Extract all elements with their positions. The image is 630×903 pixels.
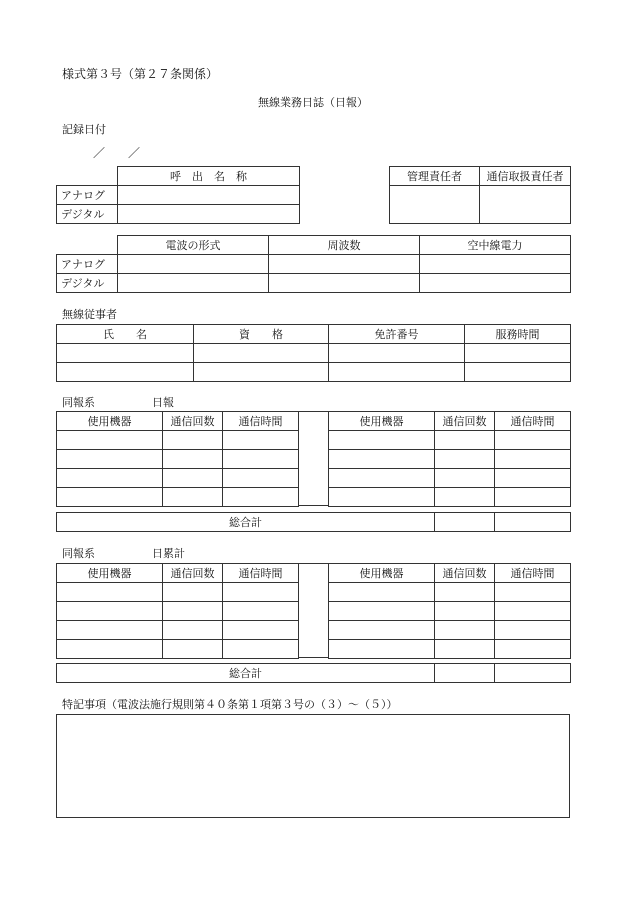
cumulative-total-label: 総合計 xyxy=(57,664,435,683)
radio-cell[interactable] xyxy=(420,255,571,274)
cumulative-cell[interactable] xyxy=(495,602,571,621)
cumulative-cell[interactable] xyxy=(57,602,163,621)
cumulative-cell[interactable] xyxy=(223,583,299,602)
daily-label: 同報系 xyxy=(62,396,95,409)
cumulative-cell[interactable] xyxy=(223,640,299,659)
comm-manager-seal-field[interactable] xyxy=(480,186,571,224)
cumulative-cell[interactable] xyxy=(163,602,223,621)
daily-total-label: 総合計 xyxy=(57,513,435,532)
manager-seal-field[interactable] xyxy=(390,186,480,224)
qualification-header: 資 格 xyxy=(194,325,329,344)
radio-table xyxy=(56,235,571,293)
operator-cell[interactable] xyxy=(465,344,571,363)
duty-time-header: 服務時間 xyxy=(465,325,571,344)
antenna-power-header: 空中線電力 xyxy=(420,236,571,255)
time-header: 通信時間 xyxy=(223,564,299,583)
time-header: 通信時間 xyxy=(495,412,571,431)
page-title: 無線業務日誌（日報） xyxy=(258,96,368,109)
cumulative-left-table xyxy=(56,563,299,659)
time-header: 通信時間 xyxy=(495,564,571,583)
radio-row-label: アナログ xyxy=(57,255,118,274)
form-number: 様式第３号（第２７条関係） xyxy=(62,67,219,81)
operators-label: 無線従事者 xyxy=(62,308,117,321)
cumulative-cell[interactable] xyxy=(435,640,495,659)
responsible-table xyxy=(389,166,571,224)
daily-cell[interactable] xyxy=(57,431,163,450)
time-header: 通信時間 xyxy=(223,412,299,431)
daily-cell[interactable] xyxy=(435,450,495,469)
daily-cell[interactable] xyxy=(57,450,163,469)
daily-cell[interactable] xyxy=(223,488,299,507)
daily-cell[interactable] xyxy=(57,488,163,507)
callsign-input[interactable] xyxy=(118,186,300,205)
operators-table xyxy=(56,324,571,382)
operator-cell[interactable] xyxy=(465,363,571,382)
daily-cell[interactable] xyxy=(329,431,435,450)
callsign-header: 呼 出 名 称 xyxy=(118,167,300,186)
daily-left-table xyxy=(56,411,299,507)
cumulative-cell[interactable] xyxy=(435,602,495,621)
cumulative-cell[interactable] xyxy=(329,602,435,621)
radio-cell[interactable] xyxy=(118,274,269,293)
cumulative-cell[interactable] xyxy=(57,621,163,640)
radio-cell[interactable] xyxy=(420,274,571,293)
daily-cell[interactable] xyxy=(163,431,223,450)
radio-corner xyxy=(57,236,118,255)
frequency-header: 周波数 xyxy=(269,236,420,255)
daily-cell[interactable] xyxy=(435,469,495,488)
cumulative-cell[interactable] xyxy=(223,602,299,621)
cumulative-cell[interactable] xyxy=(329,621,435,640)
cumulative-cell[interactable] xyxy=(329,640,435,659)
radio-cell[interactable] xyxy=(118,255,269,274)
callsign-row-label: アナログ xyxy=(57,186,118,205)
cumulative-cell[interactable] xyxy=(329,583,435,602)
daily-spacer xyxy=(298,411,329,506)
record-date-label: 記録日付 xyxy=(62,123,106,136)
comm-manager-header: 通信取扱責任者 xyxy=(480,167,571,186)
operator-cell[interactable] xyxy=(329,363,465,382)
cumulative-sublabel: 日累計 xyxy=(152,547,185,560)
cumulative-cell[interactable] xyxy=(495,583,571,602)
daily-cell[interactable] xyxy=(329,488,435,507)
cumulative-total-table xyxy=(56,663,571,683)
cumulative-spacer xyxy=(298,563,329,658)
device-header: 使用機器 xyxy=(57,412,163,431)
cumulative-cell[interactable] xyxy=(57,640,163,659)
daily-cell[interactable] xyxy=(435,431,495,450)
count-header: 通信回数 xyxy=(163,564,223,583)
operator-cell[interactable] xyxy=(57,344,194,363)
callsign-row-label: デジタル xyxy=(57,205,118,224)
cumulative-right-table xyxy=(328,563,571,659)
daily-total-time[interactable] xyxy=(495,513,571,532)
daily-cell[interactable] xyxy=(495,431,571,450)
device-header: 使用機器 xyxy=(57,564,163,583)
cumulative-cell[interactable] xyxy=(57,583,163,602)
operator-cell[interactable] xyxy=(194,363,329,382)
radio-cell[interactable] xyxy=(269,255,420,274)
daily-cell[interactable] xyxy=(495,488,571,507)
cumulative-cell[interactable] xyxy=(495,640,571,659)
cumulative-cell[interactable] xyxy=(495,621,571,640)
count-header: 通信回数 xyxy=(435,564,495,583)
remarks-label: 特記事項（電波法施行規則第４０条第１項第３号の（３）～（５）） xyxy=(62,698,398,711)
cumulative-cell[interactable] xyxy=(163,621,223,640)
cumulative-cell[interactable] xyxy=(163,583,223,602)
daily-cell[interactable] xyxy=(495,450,571,469)
daily-right-table xyxy=(328,411,571,507)
daily-total-count[interactable] xyxy=(435,513,495,532)
callsign-input[interactable] xyxy=(118,205,300,224)
daily-cell[interactable] xyxy=(495,469,571,488)
daily-cell[interactable] xyxy=(223,431,299,450)
radio-cell[interactable] xyxy=(269,274,420,293)
cumulative-total-time[interactable] xyxy=(495,664,571,683)
count-header: 通信回数 xyxy=(163,412,223,431)
daily-cell[interactable] xyxy=(57,469,163,488)
callsign-table xyxy=(56,166,300,224)
daily-cell[interactable] xyxy=(223,450,299,469)
device-header: 使用機器 xyxy=(329,564,435,583)
remarks-box[interactable] xyxy=(56,714,570,818)
operator-cell[interactable] xyxy=(57,363,194,382)
daily-cell[interactable] xyxy=(163,488,223,507)
daily-cell[interactable] xyxy=(163,469,223,488)
cumulative-cell[interactable] xyxy=(223,621,299,640)
operator-cell[interactable] xyxy=(329,344,465,363)
date-slash-2: ／ xyxy=(128,146,141,160)
cumulative-cell[interactable] xyxy=(435,583,495,602)
emission-type-header: 電波の形式 xyxy=(118,236,269,255)
daily-cell[interactable] xyxy=(163,450,223,469)
daily-cell[interactable] xyxy=(435,488,495,507)
name-header: 氏 名 xyxy=(57,325,194,344)
daily-cell[interactable] xyxy=(223,469,299,488)
cumulative-total-count[interactable] xyxy=(435,664,495,683)
manager-header: 管理責任者 xyxy=(390,167,480,186)
callsign-corner xyxy=(57,167,118,186)
daily-cell[interactable] xyxy=(329,469,435,488)
operator-cell[interactable] xyxy=(194,344,329,363)
count-header: 通信回数 xyxy=(435,412,495,431)
license-number-header: 免許番号 xyxy=(329,325,465,344)
cumulative-cell[interactable] xyxy=(435,621,495,640)
cumulative-cell[interactable] xyxy=(163,640,223,659)
radio-row-label: デジタル xyxy=(57,274,118,293)
daily-cell[interactable] xyxy=(329,450,435,469)
daily-total-table xyxy=(56,512,571,532)
date-slash-1: ／ xyxy=(93,146,106,160)
daily-sublabel: 日報 xyxy=(152,396,174,409)
device-header: 使用機器 xyxy=(329,412,435,431)
cumulative-label: 同報系 xyxy=(62,547,95,560)
